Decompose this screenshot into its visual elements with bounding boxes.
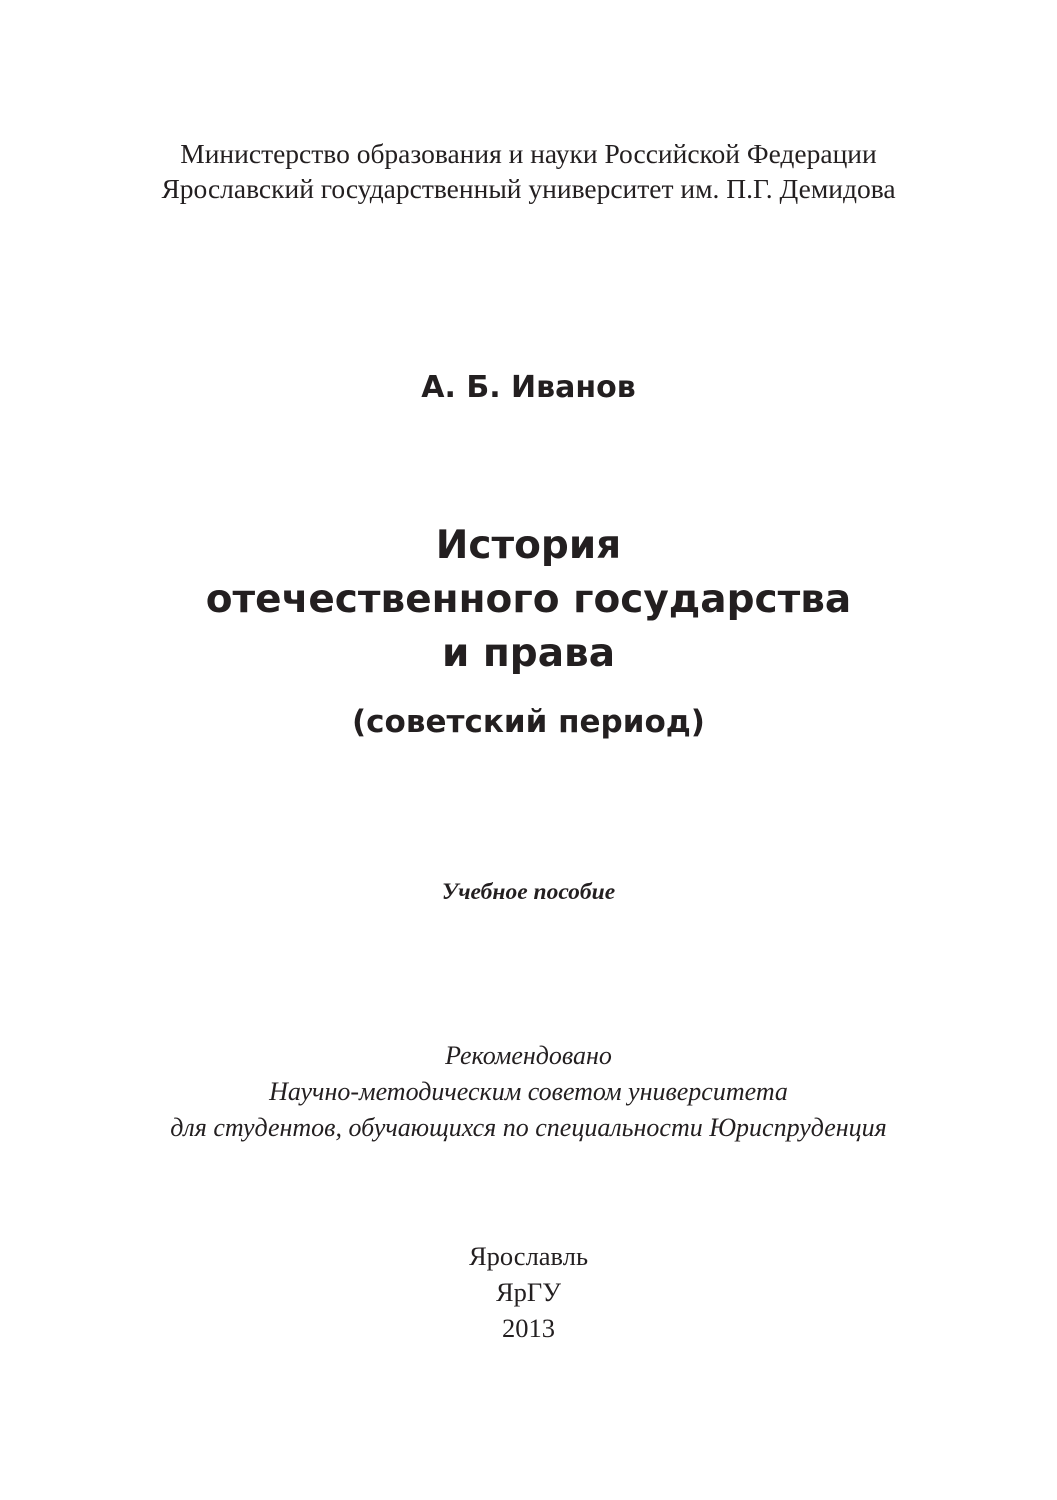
author-name: А. Б. Иванов <box>421 370 636 405</box>
university-name: Ярославский государственный университет им. П.Г. Демидова <box>161 173 896 204</box>
imprint-year: 2013 <box>502 1313 555 1343</box>
ministry-name: Министерство образования и науки Российской Федерации <box>180 138 877 169</box>
recommendation-line-1: Рекомендовано <box>445 1041 612 1070</box>
title-line-2: отечественного государства <box>205 577 852 622</box>
imprint-publisher: ЯрГУ <box>495 1277 561 1307</box>
recommendation-note <box>0 1038 1057 1146</box>
title-line-3: и права <box>441 631 616 676</box>
document-type: Учебное пособие <box>441 879 616 905</box>
book-title <box>0 519 1057 681</box>
book-subtitle: (советский период) <box>352 704 705 740</box>
recommendation-line-3: для студентов, обучающихся по специальности Юриспруденция <box>170 1113 887 1142</box>
imprint-city: Ярославль <box>468 1241 589 1271</box>
recommendation-line-2: Научно-методическим советом университета <box>269 1077 788 1106</box>
organization-header <box>0 136 1057 206</box>
title-line-1: История <box>435 523 622 568</box>
imprint <box>0 1238 1057 1346</box>
